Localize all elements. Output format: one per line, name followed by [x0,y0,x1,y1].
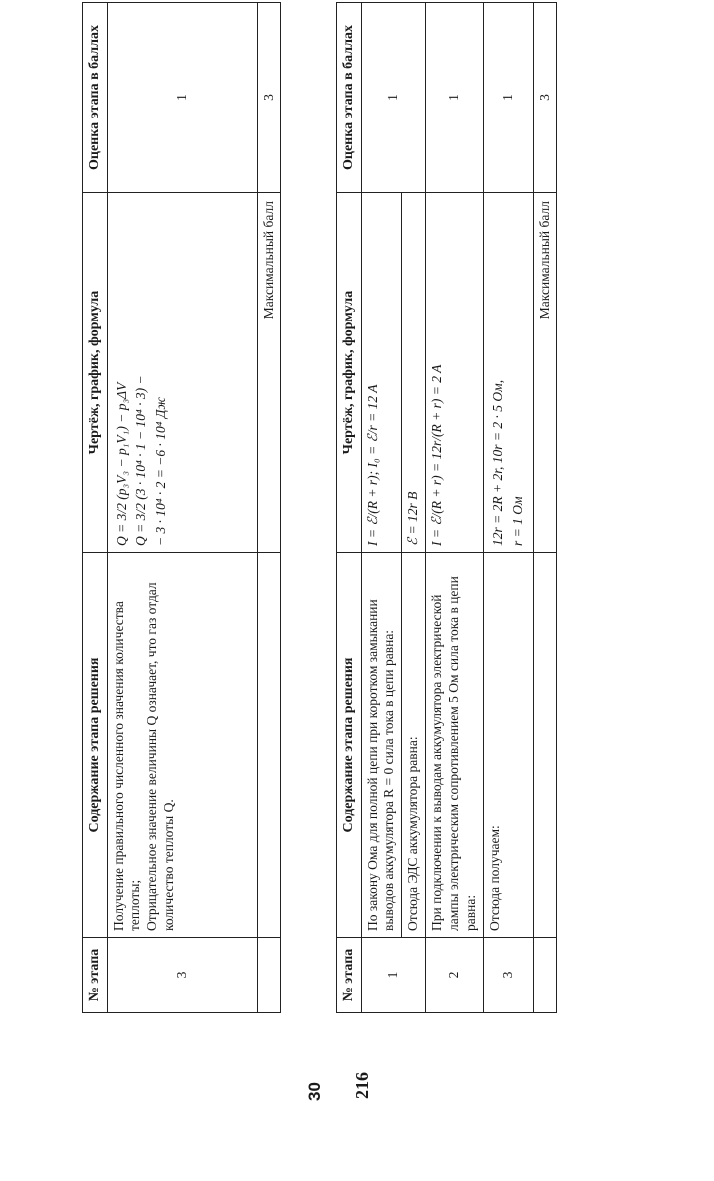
step-content: Отсюда получаем: [483,553,533,938]
step-number: 2 [426,938,484,1013]
table-row [426,3,484,1013]
formula-line: Q = 3/2 (p₃V₃ − p₁V₁) − p₃ΔV [113,382,129,546]
step-score: 1 [361,3,426,193]
section-number: 30 [305,1082,324,1101]
table-header-row [83,3,108,1013]
formula-line: 12r = 2R + 2r, 10r = 2 · 5 Ом, [489,379,505,546]
step-content: Отсюда ЭДС аккумулятора равна: [402,553,426,938]
step-content [107,553,257,938]
step-content-line: Отрицательное значение величины Q означает, что газ отдал количество теплоты Q. [144,582,177,931]
table-row [483,3,533,1013]
step-number: 1 [361,938,426,1013]
max-score-value: 3 [257,3,281,193]
table-row [107,3,257,1013]
step-content: По закону Ома для полной цепи при коротком замыкании выводов аккумулятора R = 0 сила тока в цепи равна: [361,553,402,938]
table-row [361,3,402,1013]
step-score: 1 [483,3,533,193]
step-formula [483,193,533,553]
header-num: № этапа [337,938,362,1013]
step-content-line: Получение правильного численного значения количества теплоты; [110,601,143,931]
header-content: Содержание этапа решения [83,553,108,938]
table-header-row [337,3,362,1013]
max-score-label: Максимальный балл [533,193,557,553]
page-number: 216 [352,1072,372,1099]
step-content: При подключении к выводам аккумулятора электрической лампы электрическим сопротивлением 5 Ом сила тока в цепи равна: [426,553,484,938]
header-num: № этапа [83,938,108,1013]
step-number: 3 [107,938,257,1013]
max-score-label: Максимальный балл [257,193,281,553]
step-formula [107,193,257,553]
solution-table-2 [336,2,557,1013]
solution-table-1 [82,2,281,1013]
step-number: 3 [483,938,533,1013]
header-score: Оценка этапа в баллах [83,3,108,193]
step-formula: I = ℰ/(R + r); I₀ = ℰ/r = 12 A [361,193,402,553]
max-score-row [533,3,557,1013]
header-content: Содержание этапа решения [337,553,362,938]
step-score: 1 [107,3,257,193]
step-formula: ℰ = 12r B [402,193,426,553]
formula-line: − 3 · 10⁴ · 2 = −6 · 10⁴ Дж [153,397,169,546]
max-score-value: 3 [533,3,557,193]
header-score: Оценка этапа в баллах [337,3,362,193]
step-score: 1 [426,3,484,193]
formula-line: r = 1 Ом [509,496,525,546]
step-formula: I = ℰ/(R + r) = 12r/(R + r) = 2 A [426,193,484,553]
header-formula: Чертёж, график, формула [337,193,362,553]
max-score-row [257,3,281,1013]
header-formula: Чертёж, график, формула [83,193,108,553]
formula-line: Q = 3/2 (3 · 10⁴ · 1 − 10⁴ · 3) − [133,375,149,546]
